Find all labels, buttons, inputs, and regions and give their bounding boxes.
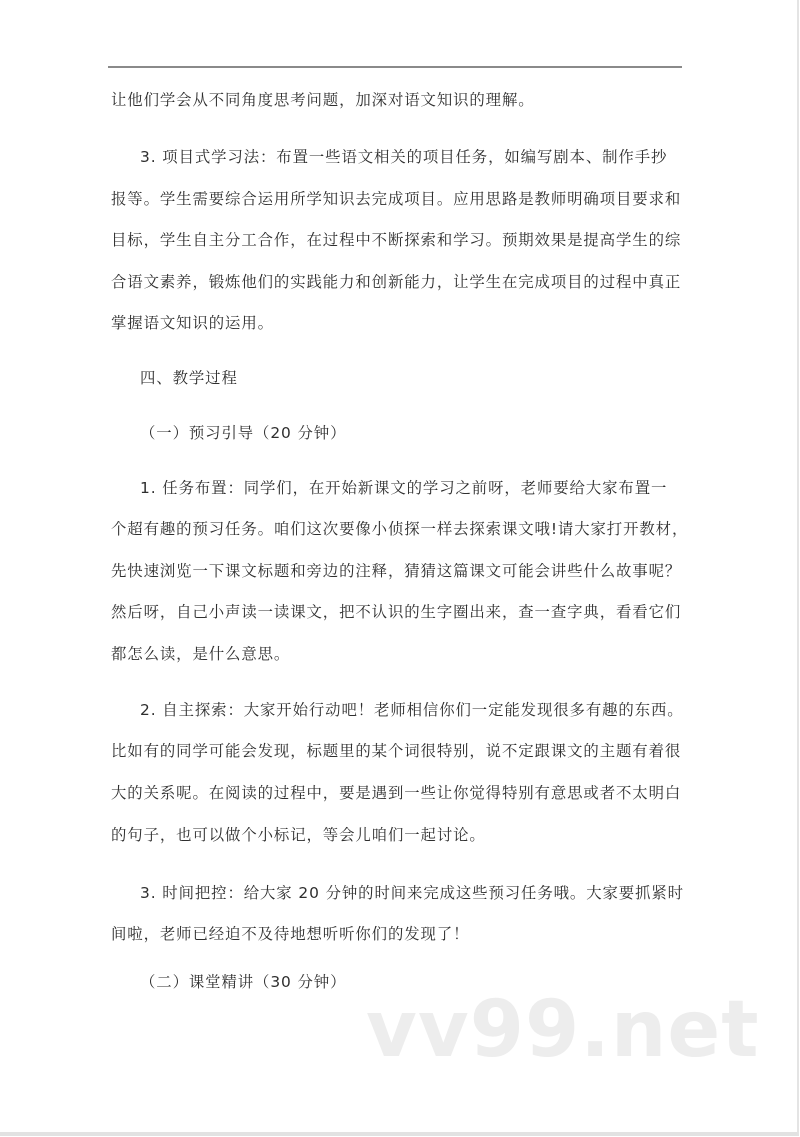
text-line: 然后呀，自己小声读一读课文，把不认识的生字圈出来，查一查字典，看看它们 — [111, 603, 682, 621]
text-line: 报等。学生需要综合运用所学知识去完成项目。应用思路是教师明确项目要求和 — [111, 190, 682, 208]
text-line: 3. 时间把控：给大家 20 分钟的时间来完成这些预习任务哦。大家要抓紧时 — [140, 884, 684, 902]
text-line: 目标，学生自主分工合作，在过程中不断探索和学习。预期效果是提高学生的综 — [111, 231, 682, 249]
text-line: 比如有的同学可能会发现，标题里的某个词很特别，说不定跟课文的主题有着很 — [111, 742, 682, 760]
text-line: 都怎么读，是什么意思。 — [111, 645, 291, 663]
text-line: 3. 项目式学习法：布置一些语文相关的项目任务，如编写剧本、制作手抄 — [140, 148, 668, 166]
text-line: 合语文素养，锻炼他们的实践能力和创新能力，让学生在完成项目的过程中真正 — [111, 273, 682, 291]
subsection-heading: （一）预习引导（20 分钟） — [140, 424, 347, 442]
header-rule — [108, 66, 682, 68]
text-line: 先快速浏览一下课文标题和旁边的注释，猜猜这篇课文可能会讲些什么故事呢？ — [111, 562, 682, 580]
section-heading: 四、教学过程 — [140, 369, 238, 387]
text-line: 让他们学会从不同角度思考问题，加深对语文知识的理解。 — [111, 91, 535, 109]
text-line: 间啦，老师已经迫不及待地想听听你们的发现了！ — [111, 925, 470, 943]
text-line: 1. 任务布置：同学们，在开始新课文的学习之前呀，老师要给大家布置一 — [140, 479, 668, 497]
text-line: 个超有趣的预习任务。咱们这次要像小侦探一样去探索课文哦!请大家打开教材， — [111, 520, 689, 538]
text-line: 掌握语文知识的运用。 — [111, 314, 274, 332]
text-line: 大的关系呢。在阅读的过程中，要是遇到一些让你觉得特别有意思或者不太明白 — [111, 784, 682, 802]
text-line: 2. 自主探索：大家开始行动吧！老师相信你们一定能发现很多有趣的东西。 — [140, 701, 684, 719]
watermark: vv99.net — [366, 985, 760, 1075]
subsection-heading: （二）课堂精讲（30 分钟） — [140, 973, 347, 991]
text-line: 的句子，也可以做个小标记，等会儿咱们一起讨论。 — [111, 826, 486, 844]
